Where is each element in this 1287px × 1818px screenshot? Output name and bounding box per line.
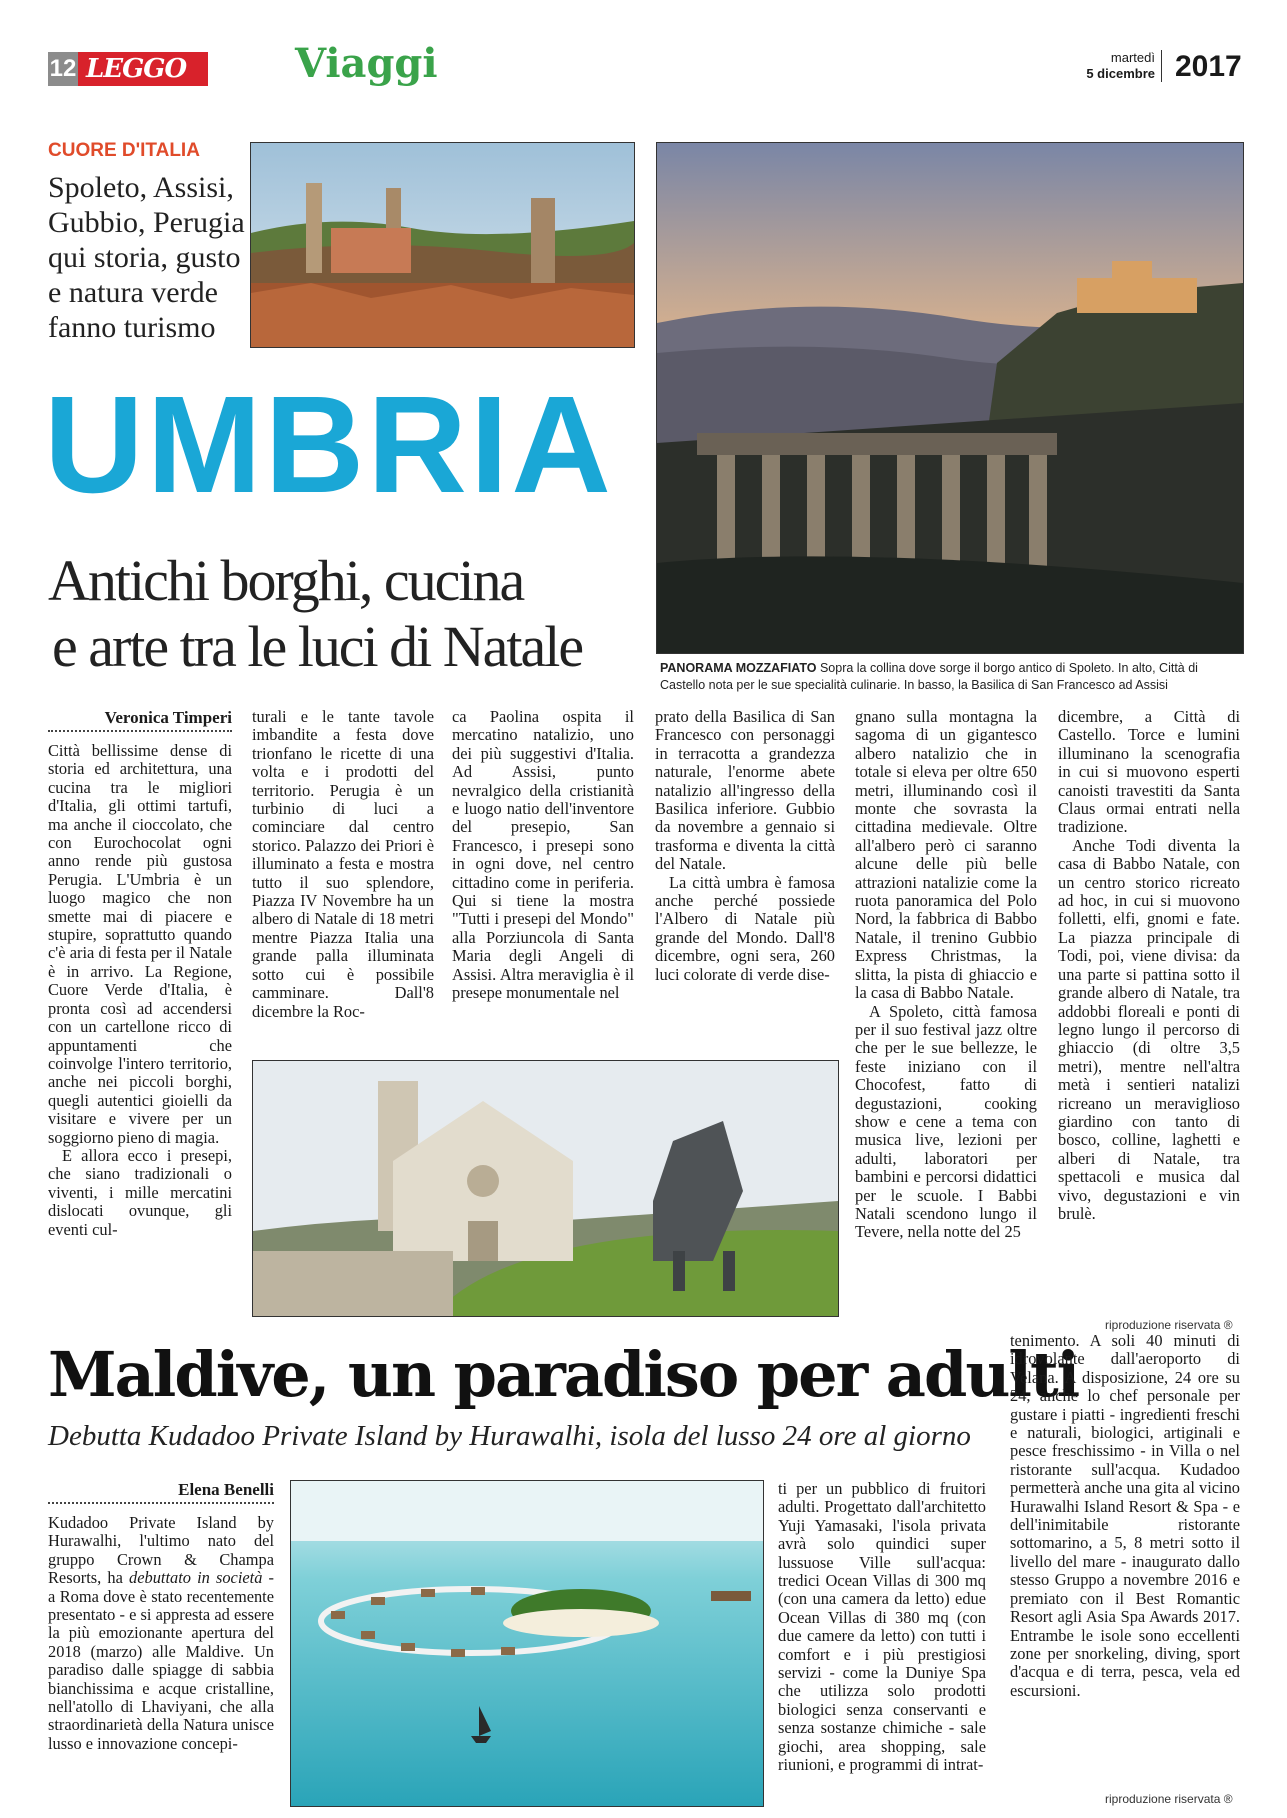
maldive-byline: Elena Benelli <box>48 1480 274 1504</box>
umbria-deck: Spoleto, Assisi, Gubbio, Perugia qui storia, gusto e natura verde fanno turismo <box>48 171 245 344</box>
umbria-byline: Veronica Timperi <box>48 708 232 732</box>
assisi-basilica-photo <box>252 1060 839 1317</box>
paragraph <box>48 1514 274 1753</box>
umbria-rights: riproduzione riservata ® <box>1105 1318 1233 1332</box>
caption-text: Sopra la collina dove sorge il borgo antico di Spoleto. In alto, Città di Castello nota per le sue specialità culinarie. In basso, la Basilica di San Francesco ad Assisi <box>660 661 1198 692</box>
paragraph: E allora ecco i presepi, che siano tradizionali o viventi, i mille mercatini dislocati ovunque, gli eventi cul- <box>48 1145 232 1239</box>
paragraph: tenimento. A soli 40 minuti di idrovolante dall'aeroporto di Velana. A disposizione, 24 ore su 24, anche lo chef personale per gustare i piatti - ingredienti freschi e naturali, biologici, artiginali e pesce freschissimo - in Villa o nel ristorante sull'acqua. Kudadoo permetterà anche una gita al vicino Hurawalhi Island Resort & Spa - e dell'inimitabile ristorante sottomarino, a 5, 8 metri sotto il livello del mare - inaugurato dallo stesso Gruppo a novembre 2016 e premiato con il Best Romantic Resort agli Asia Spa Awards 2017. Entrambe le isole sono eccellenti zone per snorkeling, diving, sport d'acqua e di terra, pesca, vela ed escursioni. <box>1010 1331 1240 1700</box>
umbria-subtitle <box>48 548 648 680</box>
paragraph: Anche Todi diventa la casa di Babbo Natale, con un centro storico ricreato ad hoc, in cui si muovono folletti, elfi, gnomi e fate. La piazza principale di Todi, poi, viene divisa: da una parte si pattina sotto il grande albero di Natale, tra addobbi floreali e ponti di legno lungo il percorso di ghiaccio (di oltre 3,5 metri), mentre nell'altra metà i sentieri natalizi ricreano un meraviglioso giardino con tanto di bosco, colline, laghetti e alberi di Natale, tra spettacoli e musica dal vivo, degustazioni e vin brulè. <box>1058 835 1240 1223</box>
maldive-rights: riproduzione riservata ® <box>1105 1792 1233 1806</box>
umbria-col-1 <box>48 742 232 1239</box>
citta-di-castello-photo <box>250 142 635 348</box>
photo-caption <box>660 660 1240 694</box>
umbria-col-6 <box>1058 708 1240 1223</box>
kicker: CUORE D'ITALIA <box>48 140 200 161</box>
spoleto-panorama-photo <box>656 142 1244 654</box>
maldive-col-1 <box>48 1514 274 1753</box>
newspaper-logo: LEGGO <box>78 52 208 86</box>
kudadoo-island-photo <box>290 1480 764 1807</box>
section-title: Viaggi <box>295 40 438 87</box>
text-run: Kudadoo Private Island by Hurawalhi, l'ultimo nato del gruppo Crown & Champa Resorts, ha <box>48 1513 274 1588</box>
paragraph: La città umbra è famosa anche perché possiede l'Albero di Natale più grande del Mondo. Dall'8 dicembre, ogni sera, 260 luci colorate di verde dise- <box>655 872 835 984</box>
paragraph: gnano sulla montagna la sagoma di un gigantesco albero natalizio che in totale si eleva per oltre 650 metri, illuminando così il monte che sovrasta la cittadina medievale. Oltre all'albero però ci saranno alcune delle più belle attrazioni natalizie come la ruota panoramica del Polo Nord, la fabbrica di Babbo Natale, il trenino Gubbio Express Christmas, la slitta, la pista di ghiaccio e la casa di Babbo Natale. <box>855 707 1037 1003</box>
paragraph: turali e le tante tavole imbandite a festa dove trionfano le ricette di una volta e i prodotti del territorio. Perugia è un turbinio di luci a cominciare dal centro storico. Palazzo dei Priori è illuminato a festa e mostra tutto il suo splendore, Piazza IV Novembre ha un albero di Natale di 18 metri mentre Piazza Italia una grande palla illuminata sotto cui è possibile camminare. Dall'8 dicembre la Roc- <box>252 707 434 1021</box>
weekday: martedì <box>1110 50 1155 65</box>
text-run: - a Roma dove è stato recentemente presentato - e si appresta ad essere la più emozionante apertura del 2018 (marzo) alle Maldive. Un paradiso dalle spiagge di sabbia bianchissima e acque cristalline, nell'atollo di Lhaviyani, che alla straordinarietà della Natura unisce lusso e innovazione concepi- <box>48 1568 275 1753</box>
paragraph: A Spoleto, città famosa per il suo festival jazz oltre che per le sue bellezze, le feste iniziano con il Chocofest, fatto di degustazioni, cooking show e cene a tema con musica live, lezioni per adulti, laboratori per bambini e percorsi didattici per le scuole. I Babbi Natali scendono lungo il Tevere, nella notte del 25 <box>855 1001 1037 1242</box>
subtitle-line-2: e arte tra le luci di Natale <box>52 614 583 679</box>
umbria-title: UMBRIA <box>44 368 614 522</box>
caption-label: PANORAMA MOZZAFIATO <box>660 661 817 675</box>
date: 5 dicembre <box>1086 66 1155 81</box>
maldive-col-3 <box>1010 1332 1240 1700</box>
paragraph: ca Paolina ospita il mercatino natalizio, uno dei più suggestivi d'Italia. Ad Assisi, punto nevralgico della cristianità e luogo natio dell'inventore del presepio, San Francesco, i presepi sono in ogni dove, nel centro cittadino come in periferia. Qui si tiene la mostra "Tutti i presepi del Mondo" alla Porziuncola di Santa Maria degli Angeli di Assisi. Altra meraviglia è il presepe monumentale nel <box>452 707 634 1003</box>
paragraph: Città bellissime dense di storia ed architettura, una cucina tra le migliori d'Italia, gli ottimi tartufi, ma anche il cioccolato, che con Eurochocolat ogni anno rende più gustosa Perugia. L'Umbria è un luogo magico che non smette mai di piacere e stupire, soprattutto quando c'è aria di festa per il Natale è in arrivo. La Regione, Cuore Verde d'Italia, è pronta così ad accendersi con un cartellone ricco di appuntamenti che coinvolge l'intero territorio, anche nei piccoli borghi, quegli autentici gioielli da visitare e vivere per un soggiorno pieno di magia. <box>48 741 232 1147</box>
umbria-col-5 <box>855 708 1037 1242</box>
paragraph: prato della Basilica di San Francesco con personaggi in terracotta a grandezza naturale, l'enorme abete natalizio all'ingresso della Basilica inferiore. Gubbio da novembre a gennaio si trasforma e diventa la città del Natale. <box>655 707 835 874</box>
umbria-col-4 <box>655 708 835 984</box>
italic-text: debuttato in società <box>129 1568 263 1588</box>
umbria-col-3 <box>452 708 634 1003</box>
umbria-col-2 <box>252 708 434 1021</box>
subtitle-line-1: Antichi borghi, cucina <box>48 548 524 613</box>
page-number: 12 <box>48 52 78 86</box>
issue-date <box>1075 50 1162 82</box>
paragraph: dicembre, a Città di Castello. Torce e lumini illuminano la scenografia in cui si muovono esperti canoisti travestiti da Santa Claus ormai entrati nella tradizione. <box>1058 707 1240 837</box>
paragraph: ti per un pubblico di fruitori adulti. Progettato dall'architetto Yuji Yamasaki, l'isola privata avrà solo quindici super lussuose Ville sull'acqua: tredici Ocean Villas di 300 mq (con una camera da letto) edue Ocean Villas di 380 mq (con due camere da letto) con tutti i comfort e i più prestigiosi servizi - come la Duniye Spa che utilizza solo prodotti biologici senza conservanti e senza sostanze chimiche - sale giochi, area shopping, sale riunioni, e programmi di intrat- <box>778 1479 986 1775</box>
maldive-title: Maldive, un paradiso per adulti <box>48 1338 1079 1411</box>
issue-year: 2017 <box>1175 50 1242 83</box>
maldive-col-2 <box>778 1480 986 1775</box>
maldive-deck: Debutta Kudadoo Private Island by Hurawalhi, isola del lusso 24 ore al giorno <box>48 1420 971 1452</box>
